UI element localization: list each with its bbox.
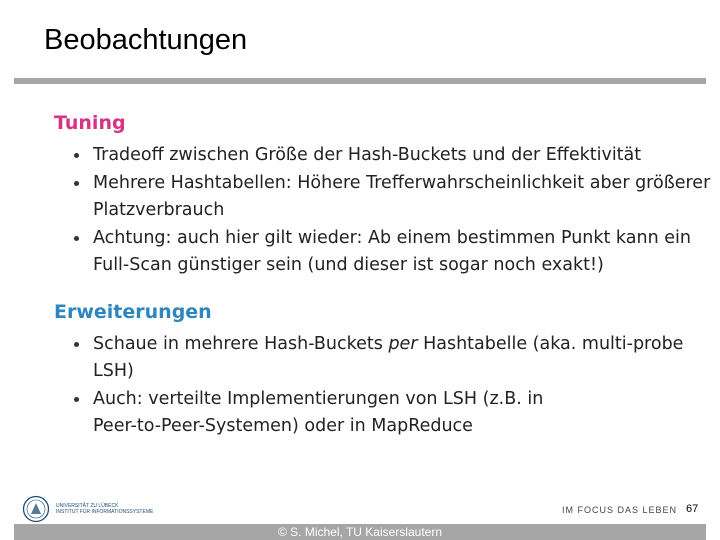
footer-slogan: IM FOCUS DAS LEBEN xyxy=(562,505,678,515)
bullet-dot-icon xyxy=(74,181,79,186)
erweiterungen-bullet-list xyxy=(54,331,704,440)
university-line: UNIVERSITÄT ZU LÜBECK xyxy=(56,503,119,509)
section-heading-erweiterungen: Erweiterungen xyxy=(54,301,212,323)
tuning-bullet-list xyxy=(54,142,711,279)
bullet-item xyxy=(54,331,704,385)
bullet-item xyxy=(54,170,711,224)
footer-copyright: © S. Michel, TU Kaiserslautern xyxy=(277,525,442,539)
bullet-text: Auch: verteilte Implementierungen von LSH (z.B. in xyxy=(93,389,544,409)
bullet-text: Mehrere Hashtabellen: Höhere Trefferwahrscheinlichkeit aber größerer xyxy=(93,173,711,193)
bullet-text: Platzverbrauch xyxy=(93,200,225,220)
institute-line: INSTITUT FÜR INFORMATIONSSYSTEME xyxy=(56,509,154,515)
bullet-item xyxy=(54,386,704,440)
bullet-text: Achtung: auch hier gilt wieder: Ab einem bestimmen Punkt kann ein xyxy=(93,228,691,248)
slide-title: Beobachtungen xyxy=(44,24,248,56)
bullet-text: Tradeoff zwischen Größe der Hash-Buckets und der Effektivität xyxy=(93,145,642,165)
bullet-item xyxy=(54,225,704,279)
slide-content xyxy=(54,112,711,441)
bullet-dot-icon xyxy=(74,153,79,158)
bullet-dot-icon xyxy=(74,342,79,347)
section-heading-tuning: Tuning xyxy=(54,112,126,134)
bullet-dot-icon xyxy=(74,236,79,241)
bullet-text: Full-Scan günstiger sein (und dieser ist sogar noch exakt!) xyxy=(93,255,604,275)
bullet-item xyxy=(54,142,704,169)
page-number: 67 xyxy=(686,503,699,515)
bullet-text: LSH) xyxy=(93,361,134,381)
university-seal-icon xyxy=(22,494,50,524)
bullet-text: Schaue in mehrere Hash-Buckets per Hashtabelle (aka. multi-probe xyxy=(93,334,684,354)
bullet-text: Peer-to-Peer-Systemen) oder in MapReduce xyxy=(93,416,473,436)
university-name xyxy=(56,503,153,515)
title-divider xyxy=(14,78,706,84)
bullet-dot-icon xyxy=(74,397,79,402)
